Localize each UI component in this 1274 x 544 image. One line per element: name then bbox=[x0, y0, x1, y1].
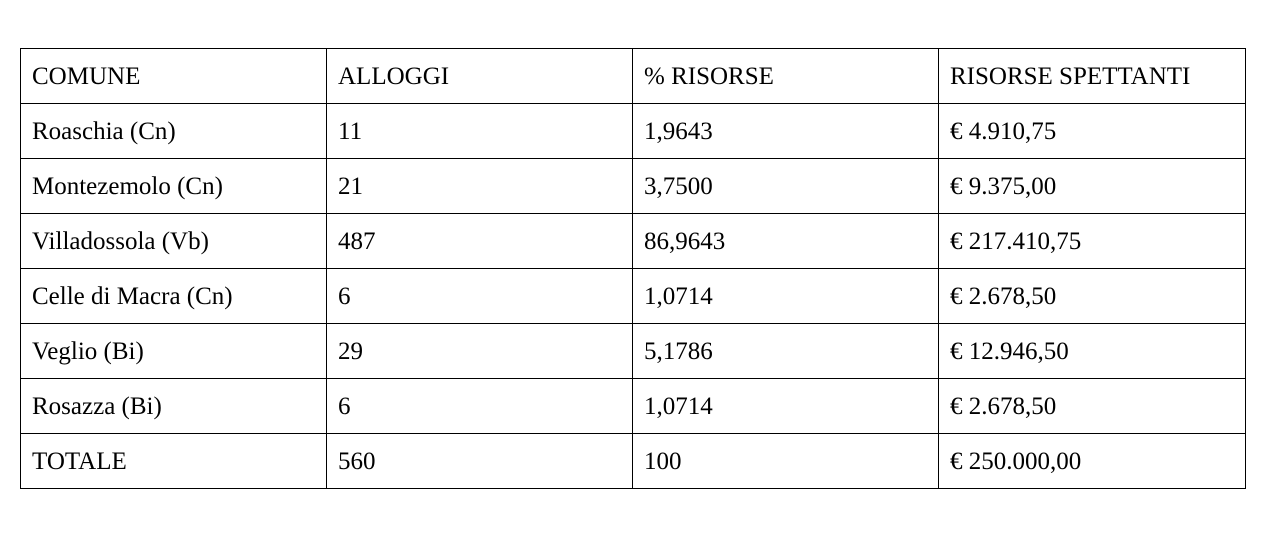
table-row bbox=[21, 324, 1246, 379]
cell-alloggi: 11 bbox=[327, 104, 633, 159]
cell-percent-risorse: 3,7500 bbox=[633, 159, 939, 214]
table-header-row bbox=[21, 49, 1246, 104]
header-risorse-spettanti: RISORSE SPETTANTI bbox=[939, 49, 1246, 104]
cell-percent-risorse: 1,0714 bbox=[633, 379, 939, 434]
cell-risorse-spettanti: € 2.678,50 bbox=[939, 379, 1246, 434]
cell-comune: Villadossola (Vb) bbox=[21, 214, 327, 269]
cell-risorse-spettanti: € 4.910,75 bbox=[939, 104, 1246, 159]
table-row bbox=[21, 379, 1246, 434]
header-percent-risorse: % RISORSE bbox=[633, 49, 939, 104]
cell-alloggi: 560 bbox=[327, 434, 633, 489]
cell-risorse-spettanti: € 2.678,50 bbox=[939, 269, 1246, 324]
cell-comune: Veglio (Bi) bbox=[21, 324, 327, 379]
table-row bbox=[21, 159, 1246, 214]
cell-comune: Montezemolo (Cn) bbox=[21, 159, 327, 214]
cell-risorse-spettanti: € 12.946,50 bbox=[939, 324, 1246, 379]
cell-alloggi: 21 bbox=[327, 159, 633, 214]
cell-alloggi: 6 bbox=[327, 379, 633, 434]
cell-percent-risorse: 100 bbox=[633, 434, 939, 489]
table-row bbox=[21, 214, 1246, 269]
table-total-row bbox=[21, 434, 1246, 489]
cell-alloggi: 6 bbox=[327, 269, 633, 324]
cell-comune: Roaschia (Cn) bbox=[21, 104, 327, 159]
table-row bbox=[21, 269, 1246, 324]
cell-percent-risorse: 1,0714 bbox=[633, 269, 939, 324]
cell-comune: TOTALE bbox=[21, 434, 327, 489]
cell-risorse-spettanti: € 250.000,00 bbox=[939, 434, 1246, 489]
cell-comune: Rosazza (Bi) bbox=[21, 379, 327, 434]
cell-percent-risorse: 86,9643 bbox=[633, 214, 939, 269]
cell-percent-risorse: 5,1786 bbox=[633, 324, 939, 379]
header-comune: COMUNE bbox=[21, 49, 327, 104]
cell-comune: Celle di Macra (Cn) bbox=[21, 269, 327, 324]
resources-table bbox=[20, 48, 1246, 489]
cell-risorse-spettanti: € 217.410,75 bbox=[939, 214, 1246, 269]
cell-percent-risorse: 1,9643 bbox=[633, 104, 939, 159]
table-row bbox=[21, 104, 1246, 159]
cell-alloggi: 487 bbox=[327, 214, 633, 269]
cell-risorse-spettanti: € 9.375,00 bbox=[939, 159, 1246, 214]
header-alloggi: ALLOGGI bbox=[327, 49, 633, 104]
cell-alloggi: 29 bbox=[327, 324, 633, 379]
